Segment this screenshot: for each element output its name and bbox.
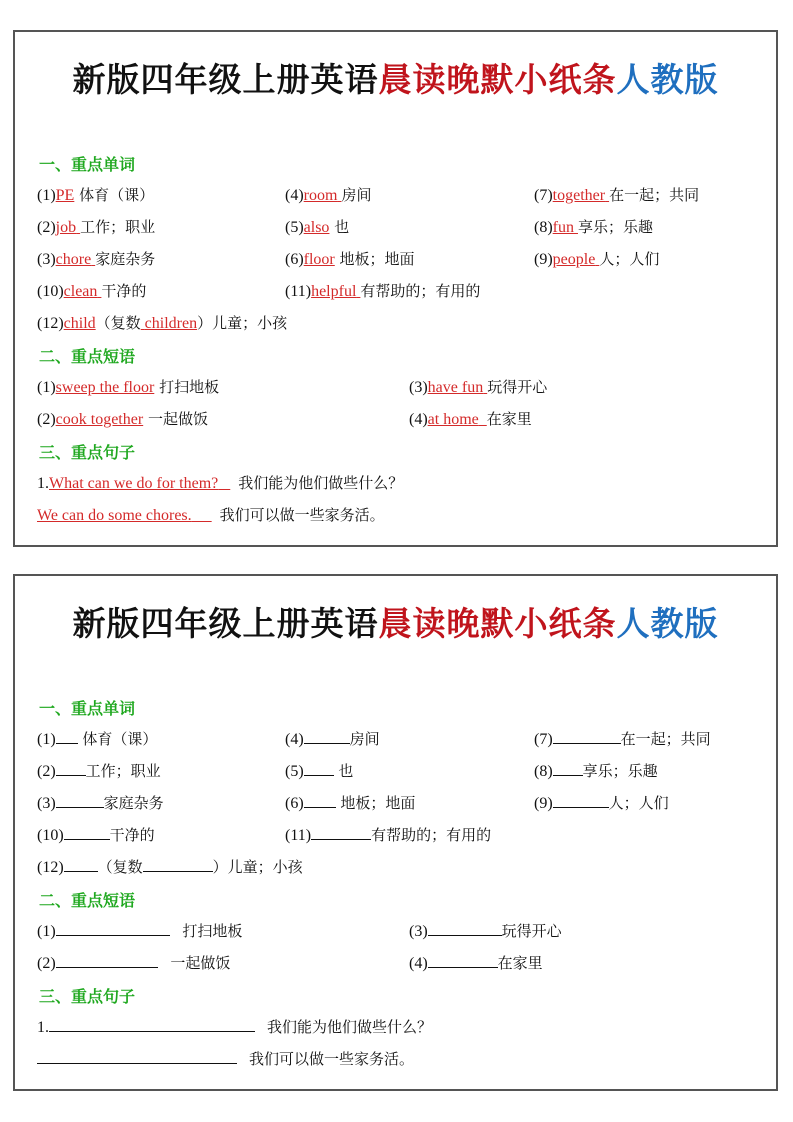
title-part2: 晨读晚默小纸条 [378, 604, 617, 643]
word-item: (3)chore 家庭杂务 [37, 250, 156, 268]
word-blank-item[interactable]: (10) 干净的 [37, 826, 155, 844]
phrase-blank-item[interactable]: (4) 在家里 [409, 954, 543, 972]
phrase-blank-item[interactable]: (3) 玩得开心 [409, 922, 562, 940]
blank-card [13, 574, 778, 1091]
answer-card [13, 30, 778, 547]
word-blank-item[interactable]: (9) 人；人们 [534, 794, 669, 812]
word-item: (8)fun 享乐；乐趣 [534, 218, 653, 236]
word-item: (6)floor 地板；地面 [285, 250, 415, 268]
word-item: (11)helpful 有帮助的；有用的 [285, 282, 481, 300]
sentence-blank-item[interactable]: 我们可以做一些家务活。 [37, 1048, 414, 1069]
word-item: (5)also 也 [285, 218, 350, 236]
word-blank-item[interactable]: (7) 在一起；共同 [534, 730, 711, 748]
title-part3: 人教版 [616, 604, 719, 643]
word-item: (1)PE 体育（课） [37, 186, 155, 204]
word-item: (9)people 人；人们 [534, 250, 660, 268]
word-item: (12)child（复数 children）儿童；小孩 [37, 314, 288, 332]
section-phrases-heading: 二、重点短语 [39, 347, 136, 366]
word-blank-item[interactable]: (2) 工作；职业 [37, 762, 161, 780]
title-part1: 新版四年级上册英语 [72, 604, 379, 643]
title-part2: 晨读晚默小纸条 [378, 60, 617, 99]
phrase-item: (1)sweep the floor 打扫地板 [37, 378, 220, 396]
phrase-blank-item[interactable]: (2) 一起做饭 [37, 954, 231, 972]
word-blank-item[interactable]: (4) 房间 [285, 730, 380, 748]
word-item: (10)clean 干净的 [37, 282, 147, 300]
card-title [15, 598, 776, 645]
word-blank-item[interactable]: (1) 体育（课） [37, 730, 158, 748]
word-blank-item[interactable]: (6) 地板；地面 [285, 794, 416, 812]
section-words-heading: 一、重点单词 [39, 155, 136, 174]
sentence-item: We can do some chores. 我们可以做一些家务活。 [37, 506, 385, 524]
title-part3: 人教版 [616, 60, 719, 99]
word-blank-item[interactable]: (5) 也 [285, 762, 354, 780]
title-part1: 新版四年级上册英语 [72, 60, 379, 99]
word-blank-item[interactable]: (11) 有帮助的；有用的 [285, 826, 492, 844]
word-item: (7)together 在一起；共同 [534, 186, 700, 204]
section-sentences-heading: 三、重点句子 [39, 987, 136, 1006]
section-phrases-heading: 二、重点短语 [39, 891, 136, 910]
phrase-item: (3)have fun 玩得开心 [409, 378, 548, 396]
phrase-item: (2)cook together 一起做饭 [37, 410, 208, 428]
section-words-heading: 一、重点单词 [39, 699, 136, 718]
word-blank-item[interactable]: (12) （复数 ）儿童；小孩 [37, 858, 303, 876]
phrase-item: (4)at home 在家里 [409, 410, 532, 428]
sentence-item: 1.What can we do for them? 我们能为他们做些什么？ [37, 474, 404, 492]
word-blank-item[interactable]: (8) 享乐；乐趣 [534, 762, 658, 780]
word-item: (2)job 工作；职业 [37, 218, 156, 236]
phrase-blank-item[interactable]: (1) 打扫地板 [37, 922, 243, 940]
section-sentences-heading: 三、重点句子 [39, 443, 136, 462]
sentence-blank-item[interactable]: 1. 我们能为他们做些什么？ [37, 1018, 433, 1036]
word-item: (4)room 房间 [285, 186, 372, 204]
card-title [15, 54, 776, 101]
word-blank-item[interactable]: (3) 家庭杂务 [37, 794, 164, 812]
